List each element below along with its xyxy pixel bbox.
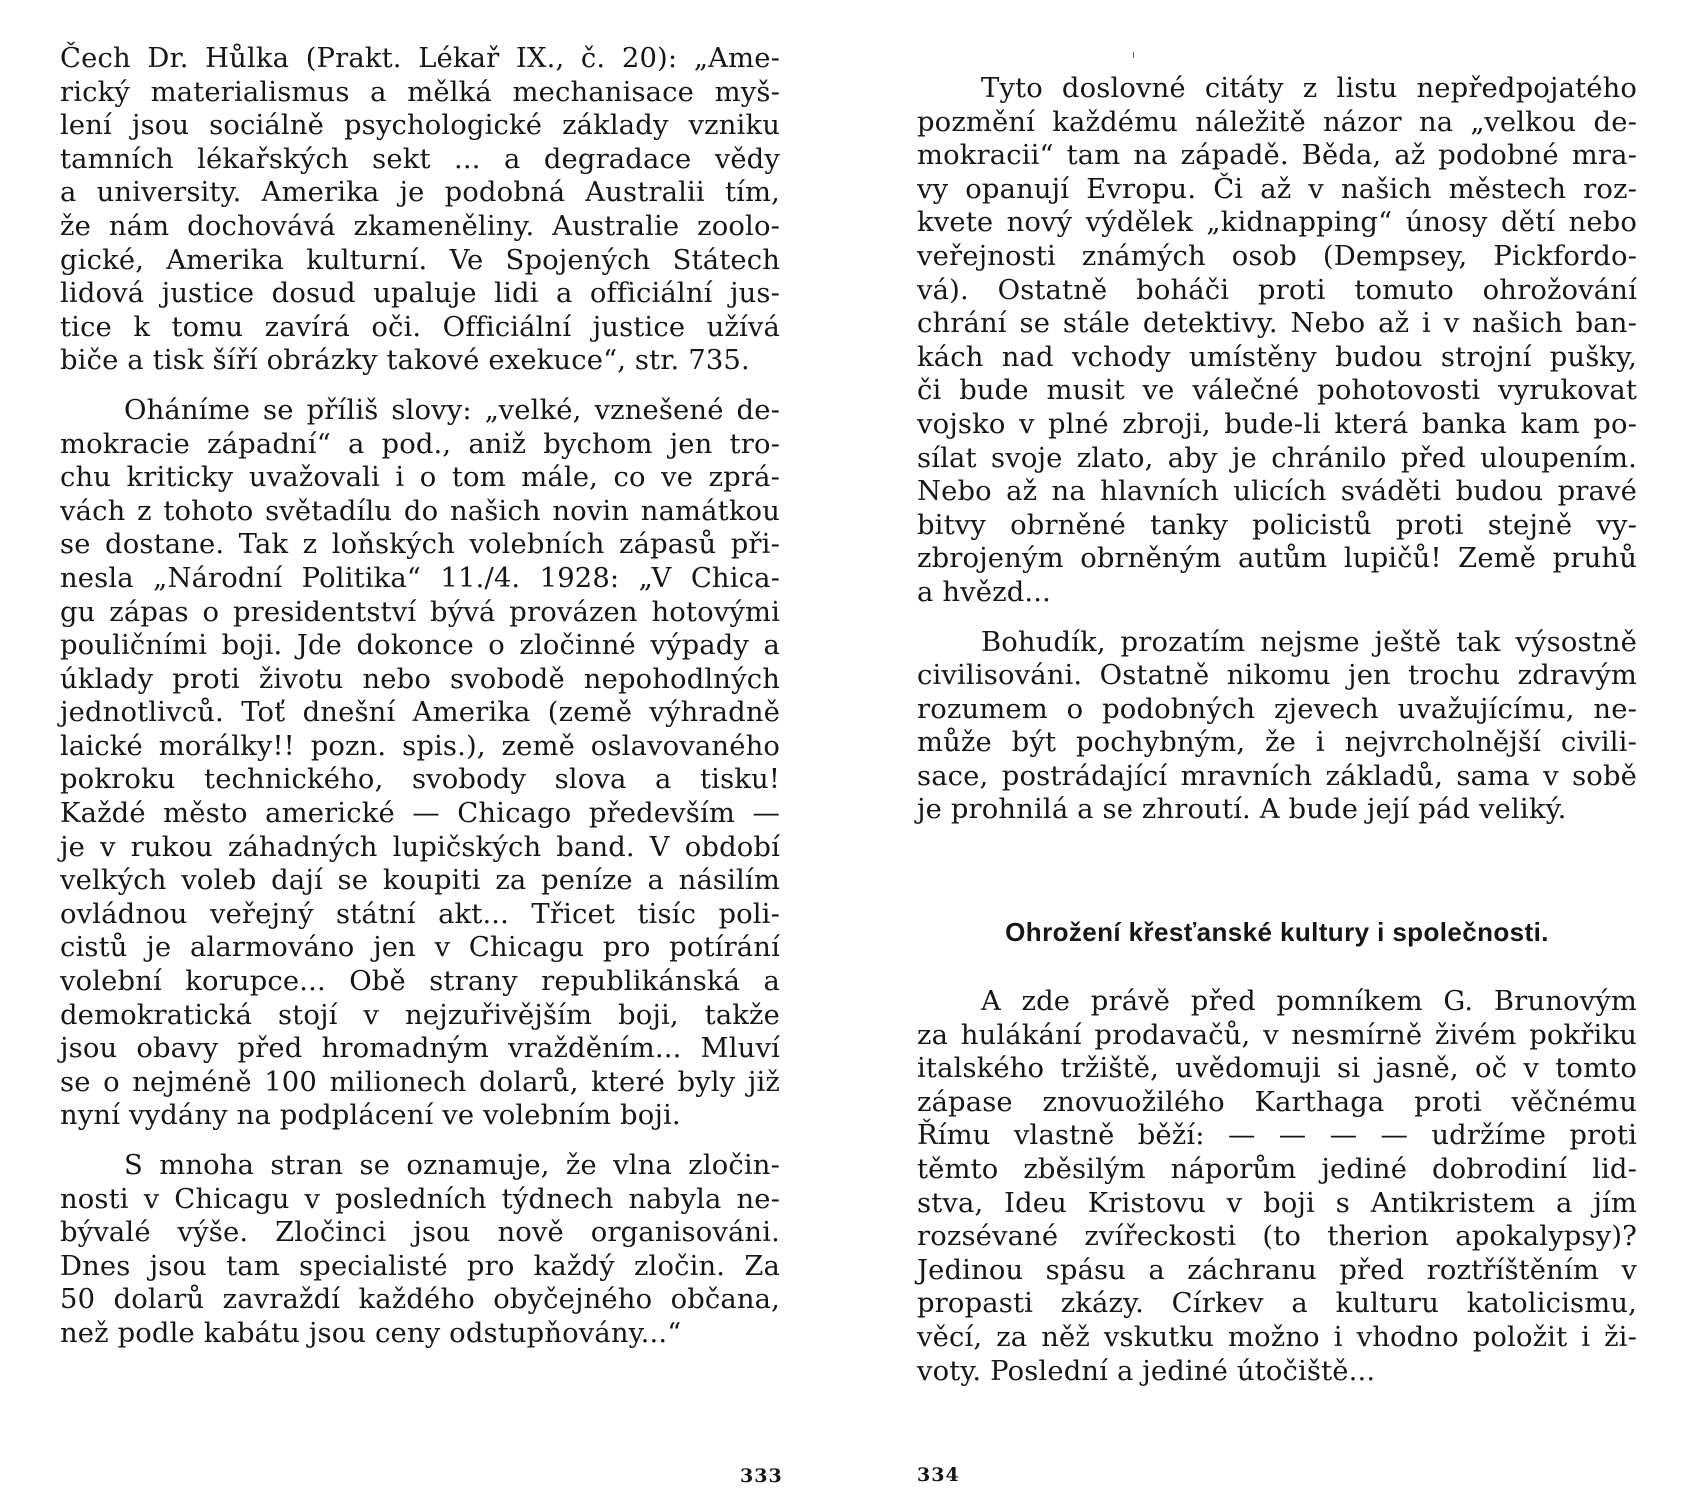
text-line: sílat svoje zlato, aby je chránilo před uloupením.	[917, 442, 1637, 474]
text-line: pokroku technického, svobody slova a tisku!	[60, 764, 780, 796]
text-line: vá). Ostatně boháči proti tomuto ohrožování	[917, 274, 1637, 306]
text-line: volební korupce... Obě strany republikánská a	[60, 966, 780, 998]
page-number-left: 333	[740, 1465, 783, 1487]
text-line: lidová justice dosud upaluje lidi a officiální jus-	[60, 278, 780, 310]
text-line: či bude musit ve válečné pohotovosti vyrukovat	[917, 375, 1637, 407]
text-line: stva, Ideu Kristovu v boji s Antikristem a jím	[917, 1187, 1637, 1219]
text-line: jednotlivců. Toť dnešní Amerika (země výhradně	[60, 697, 780, 729]
text-line: úklady proti životu nebo svobodě nepohodlných	[60, 663, 780, 695]
text-line: demokratická stojí v nejzuřivějším boji, takže	[60, 999, 780, 1031]
text-line: se dostane. Tak z loňských volebních zápasů při-	[60, 529, 780, 561]
text-line: rozsévané zvířeckosti (to therion apokalypsy)?	[917, 1221, 1637, 1253]
text-line: propasti zkázy. Církev a kulturu katolicismu,	[917, 1288, 1637, 1320]
text-line: bývalé výše. Zločinci jsou nově organisováni.	[60, 1217, 780, 1249]
text-line: mokracie západní“ a pod., aniž bychom jen tro-	[60, 428, 780, 460]
text-line: může být pochybným, že i nejvrcholnější civili-	[917, 727, 1637, 759]
text-line: bitvy obrněné tanky policistů proti stejně vy-	[917, 509, 1637, 541]
text-line: vojsko v plné zbroji, bude-li která banka kam po-	[917, 408, 1637, 440]
text-line: lení jsou sociálně psychologické základy vzniku	[60, 110, 780, 142]
text-line: pouličními boji. Jde dokonce o zločinné výpady a	[60, 630, 780, 662]
right-paragraphs-after	[917, 985, 1637, 1388]
text-line: gické, Amerika kulturní. Ve Spojených Státech	[60, 244, 780, 276]
paragraph	[917, 985, 1637, 1388]
text-line: veřejnosti známých osob (Dempsey, Pickfordo-	[917, 240, 1637, 272]
text-line: těmto zběsilým náporům jediné dobrodiní lid-	[917, 1154, 1637, 1186]
paragraph	[60, 1149, 780, 1351]
paragraph	[917, 626, 1637, 828]
section-heading: Ohrožení křesťanské kultury i společnosti.	[1005, 917, 1549, 948]
text-line: vy opanují Evropu. Či až v našich městech roz-	[917, 173, 1637, 205]
right-page-text	[917, 72, 1637, 1404]
text-line: nyní vydány na podplácení ve volebním boji.	[60, 1100, 681, 1132]
text-line: ovládnou veřejný státní akt... Třicet tisíc poli-	[60, 898, 780, 930]
page-number-right: 334	[917, 1464, 960, 1486]
text-line: Dnes jsou tam specialisté pro každý zločin. Za	[60, 1250, 780, 1282]
text-line: biče a tisk šíří obrázky takové exekuce“, str. 735.	[60, 345, 750, 377]
paragraph	[60, 42, 780, 378]
text-line: Oháníme se příliš slovy: „velké, vznešené de-	[124, 394, 780, 426]
text-line: je v rukou záhadných lupičských band. V období	[60, 831, 780, 863]
right-page	[917, 0, 1677, 1500]
left-page	[60, 0, 820, 1500]
text-line: velkých voleb dají se koupiti za peníze a násilím	[60, 865, 780, 897]
text-line: chu kriticky uvažovali i o tom mále, co ve zprá-	[60, 462, 780, 494]
text-line: 50 dolarů zavraždí každého obyčejného občana,	[60, 1284, 780, 1316]
text-line: nosti v Chicagu v posledních týdnech nabyla ne-	[60, 1183, 780, 1215]
left-page-text	[60, 42, 780, 1367]
text-line: Jedinou spásu a záchranu před roztříštěním v	[917, 1254, 1637, 1286]
text-line: italského tržiště, uvědomuji si jasně, oč v tomto	[917, 1053, 1637, 1085]
text-line: a hvězd...	[917, 576, 1051, 608]
text-line: A zde právě před pomníkem G. Brunovým	[981, 986, 1637, 1018]
text-line: zápase znovuožilého Karthaga proti věčnému	[917, 1086, 1637, 1118]
text-line: a university. Amerika je podobná Australii tím,	[60, 177, 780, 209]
text-line: než podle kabátu jsou ceny odstupňovány...“	[60, 1317, 682, 1349]
text-line: věcí, za něž vskutku možno i vhodno položit i ži-	[917, 1322, 1637, 1353]
text-line: rický materialismus a mělká mechanisace myš-	[60, 76, 780, 108]
text-line: laické morálky!! pozn. spis.), země oslavovaného	[60, 730, 780, 762]
right-paragraphs-before	[917, 72, 1637, 827]
text-line: tice k tomu zavírá oči. Officiální justice užívá	[60, 311, 780, 343]
text-line: Bohudík, prozatím nejsme ještě tak výsostně	[981, 626, 1637, 658]
text-line: se o nejméně 100 milionech dolarů, které byly již	[60, 1066, 780, 1098]
text-line: mokracii“ tam na západě. Běda, až podobné mra-	[917, 140, 1637, 172]
paragraph	[60, 394, 780, 1133]
text-line: nesla „Národní Politika“ 11./4. 1928: „V Chica-	[60, 562, 780, 594]
text-line: za hulákání prodavačů, v nesmírně živém pokřiku	[917, 1019, 1637, 1051]
text-line: tamních lékařských sekt ... a degradace vědy	[60, 143, 780, 175]
text-line: pozmění každému náležitě názor na „velkou de-	[917, 106, 1637, 138]
text-line: sace, postrádající mravních základů, sama v sobě	[917, 760, 1637, 792]
text-line: S mnoha stran se oznamuje, že vlna zločin-	[124, 1150, 780, 1181]
text-line: jsou obavy před hromadným vražděním... Mluví	[60, 1033, 780, 1065]
text-line: Každé město americké — Chicago především —	[60, 798, 780, 830]
text-line: voty. Poslední a jediné útočiště...	[917, 1355, 1376, 1387]
paragraph	[917, 72, 1637, 610]
text-line: rozumem o podobných zjevech uvažujícímu, ne-	[917, 693, 1637, 725]
text-line: cistů je alarmováno jen v Chicagu pro potírání	[60, 932, 780, 964]
text-line: Nebo až na hlavních ulicích sváděti budou pravé	[917, 476, 1637, 508]
text-line: Tyto doslovné citáty z listu nepředpojatého	[981, 73, 1637, 104]
text-line: civilisováni. Ostatně nikomu jen trochu zdravým	[917, 660, 1637, 692]
text-line: gu zápas o presidentství bývá provázen hotovými	[60, 596, 780, 628]
text-line: Římu vlastně běží: — — — — udržíme proti	[917, 1120, 1637, 1152]
text-line: kách nad vchody umístěny budou strojní pušky,	[917, 341, 1637, 373]
text-line: zbrojeným obrněným autům lupičů! Země pruhů	[917, 543, 1637, 575]
text-line: že nám dochovává zkameněliny. Australie zoolo-	[60, 210, 780, 242]
text-line: chrání se stále detektivy. Nebo až i v našich ban-	[917, 308, 1637, 340]
text-line: Čech Dr. Hůlka (Prakt. Lékař IX., č. 20): „Ame-	[60, 43, 780, 74]
text-line: kvete nový výdělek „kidnapping“ únosy dětí nebo	[917, 207, 1637, 239]
text-line: je prohnilá a se zhroutí. A bude její pád veliký.	[917, 794, 1567, 826]
text-line: vách z tohoto světadílu do našich novin namátkou	[60, 495, 780, 527]
